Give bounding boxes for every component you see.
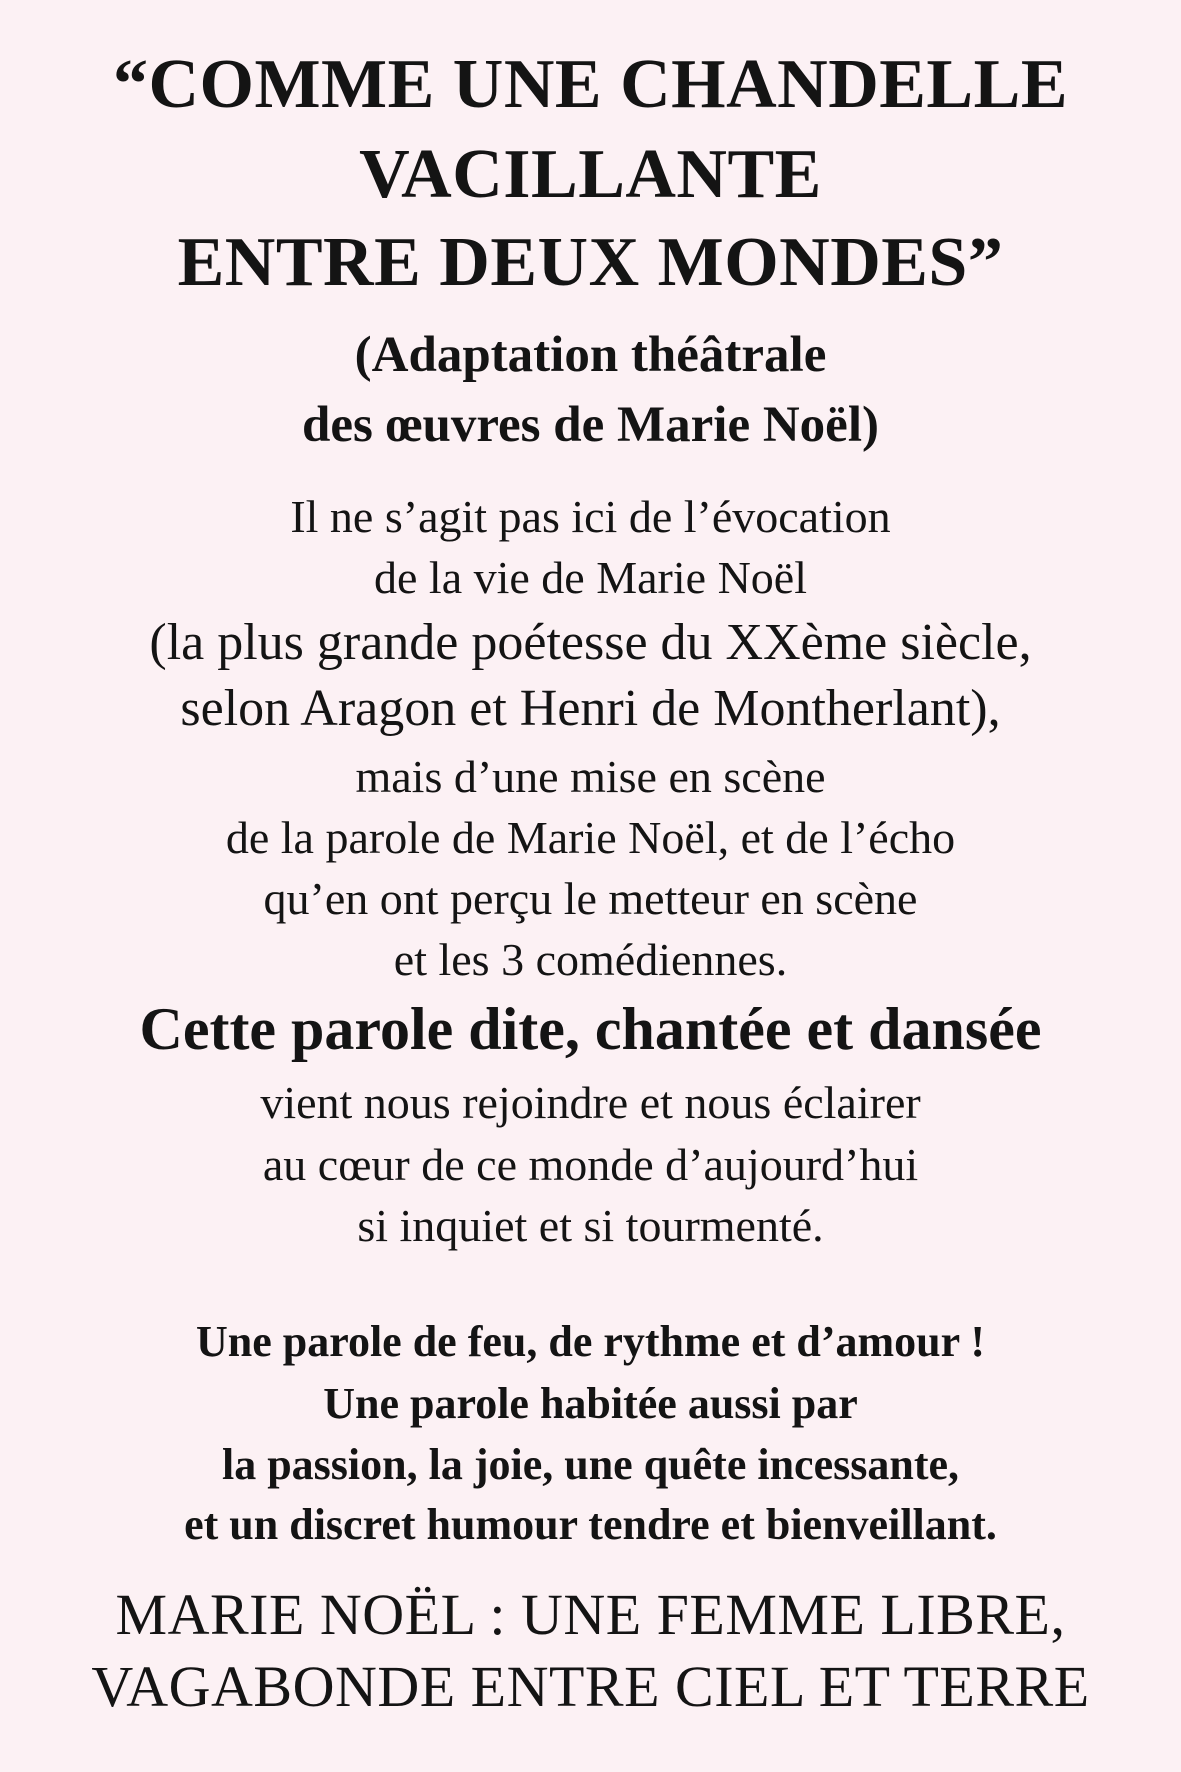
intro-line-4: selon Aragon et Henri de Montherlant), [180,680,1001,737]
intro-line-7: qu’en ont perçu le metteur en scène [263,873,918,924]
emphasis-line-4: si inquiet et si tourmenté. [357,1200,824,1251]
closing-line-1: MARIE NOËL : UNE FEMME LIBRE, [115,1582,1066,1647]
subtitle-line-2: des œuvres de Marie Noël) [302,397,879,453]
parole-line-1: Une parole de feu, de rythme et d’amour ! [195,1317,986,1366]
subtitle-line-1: (Adaptation théâtrale [354,327,827,383]
closing-line-2: VAGABONDE ENTRE CIEL ET TERRE [91,1654,1090,1719]
title-line-2: VACILLANTE [359,136,822,213]
emphasis-line-3: au cœur de ce monde d’aujourd’hui [262,1139,919,1190]
intro-line-2: de la vie de Marie Noël [374,552,807,603]
intro-line-6: de la parole de Marie Noël, et de l’écho [225,812,956,863]
parole-line-2: Une parole habitée aussi par [323,1379,858,1428]
title-line-3: ENTRE DEUX MONDES” [177,224,1004,301]
intro-line-1: Il ne s’agit pas ici de l’évocation [290,491,891,542]
parole-line-4: et un discret humour tendre et bienveillant. [184,1500,997,1549]
parole-line-3: la passion, la joie, une quête incessante, [221,1440,960,1489]
emphasis-line-2: vient nous rejoindre et nous éclairer [260,1077,921,1128]
emphasis-headline: Cette parole dite, chantée et dansée [139,996,1042,1062]
title-line-1: “COMME UNE CHANDELLE [112,46,1069,123]
intro-line-8: et les 3 comédiennes. [393,934,788,985]
intro-line-5: mais d’une mise en scène [355,751,826,802]
intro-line-3: (la plus grande poétesse du XXème siècle, [149,614,1032,671]
